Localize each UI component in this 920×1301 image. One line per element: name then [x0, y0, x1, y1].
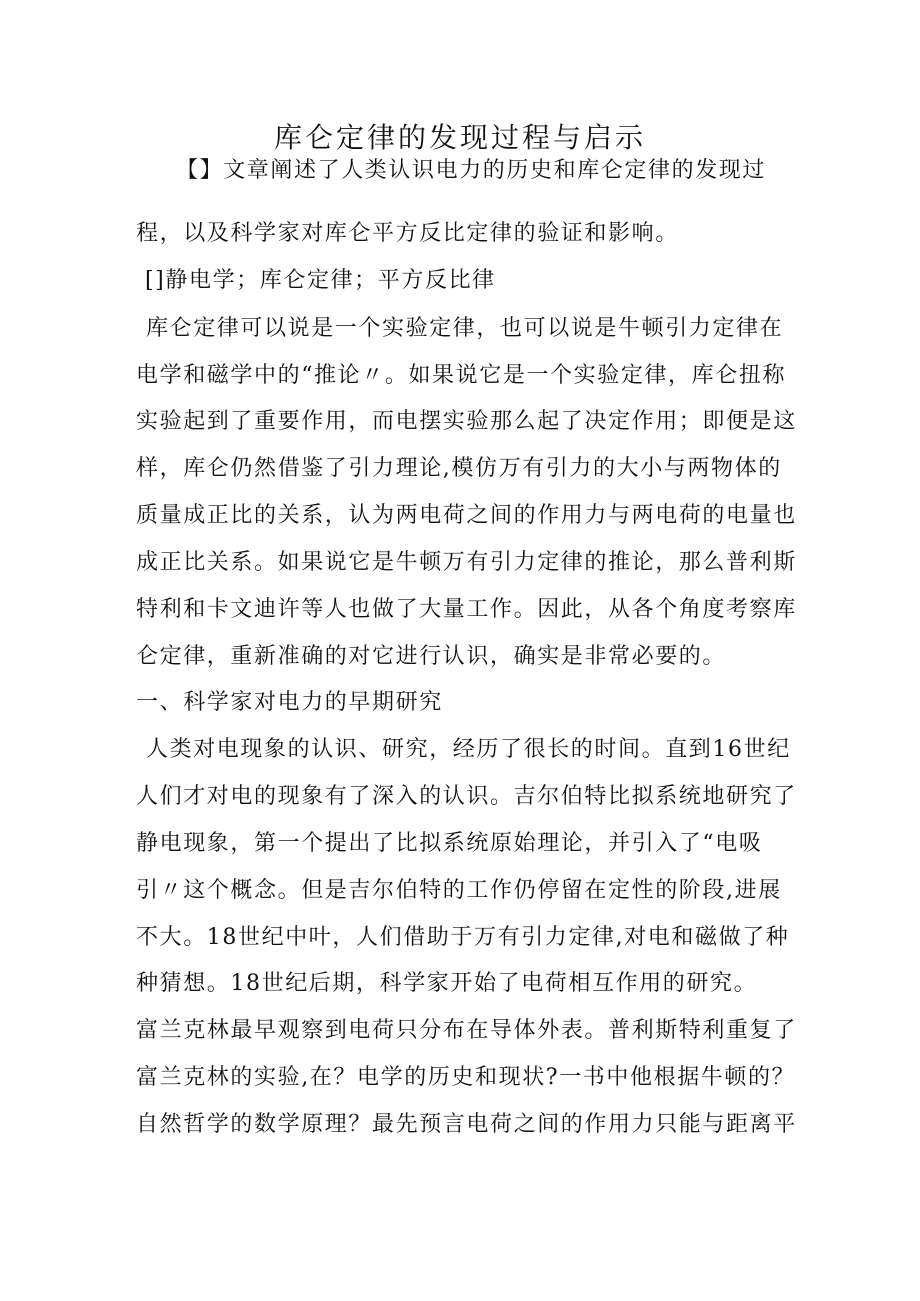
- paragraph-line: 质量成正比的关系，认为两电荷之间的作用力与两电荷的电量也: [136, 503, 797, 528]
- abstract-line: 【】文章阐述了人类认识电力的历史和库仑定律的发现过: [176, 158, 767, 183]
- paragraph-line: 电学和磁学中的“推论〃。如果说它是一个实验定律，库仑扭称: [136, 363, 787, 388]
- paragraph-line: 人类对电现象的认识、研究，经历了很长的时间。直到16世纪: [146, 737, 791, 762]
- paragraph-line: 实验起到了重要作用，而电摆实验那么起了决定作用；即便是这: [136, 409, 797, 434]
- paragraph-line: 样，库仑仍然借鉴了引力理论,模仿万有引力的大小与两物体的: [136, 456, 782, 481]
- paragraph-line: 仑定律，重新准确的对它进行认识，确实是非常必要的。: [136, 644, 727, 669]
- paragraph-line: 人们才对电的现象有了深入的认识。吉尔伯特比拟系统地研究了: [136, 784, 797, 809]
- paragraph-line: 静电现象，第一个提出了比拟系统原始理论，并引入了“电吸: [136, 831, 763, 856]
- paragraph-line: 自然哲学的数学原理？最先预言电荷之间的作用力只能与距离平: [136, 1112, 797, 1137]
- paragraph-line: 富兰克林最早观察到电荷只分布在导体外表。普利斯特利重复了: [136, 1018, 797, 1043]
- abstract-line: 程，以及科学家对库仑平方反比定律的验证和影响。: [136, 221, 679, 246]
- document-title: 库仑定律的发现过程与启示: [273, 121, 646, 154]
- paragraph-line: 不大。18世纪中叶，人们借助于万有引力定律,对电和磁做了种: [136, 925, 790, 950]
- paragraph-line: 引〃这个概念。但是吉尔伯特的工作仍停留在定性的阶段,进展: [136, 878, 782, 903]
- section-heading: 一、科学家对电力的早期研究: [136, 690, 443, 715]
- keywords-line: []静电学；库仑定律；平方反比律: [145, 268, 496, 293]
- paragraph-line: 库仑定律可以说是一个实验定律，也可以说是牛顿引力定律在: [146, 316, 784, 341]
- paragraph-line: 种猜想。18世纪后期，科学家开始了电荷相互作用的研究。: [136, 971, 758, 996]
- paragraph-line: 特利和卡文迪许等人也做了大量工作。因此，从各个角度考察库: [136, 597, 797, 622]
- paragraph-line: 成正比关系。如果说它是牛顿万有引力定律的推论，那么普利斯: [136, 550, 797, 575]
- paragraph-line: 富兰克林的实验,在？电学的历史和现状?一书中他根据牛顿的？: [136, 1065, 796, 1090]
